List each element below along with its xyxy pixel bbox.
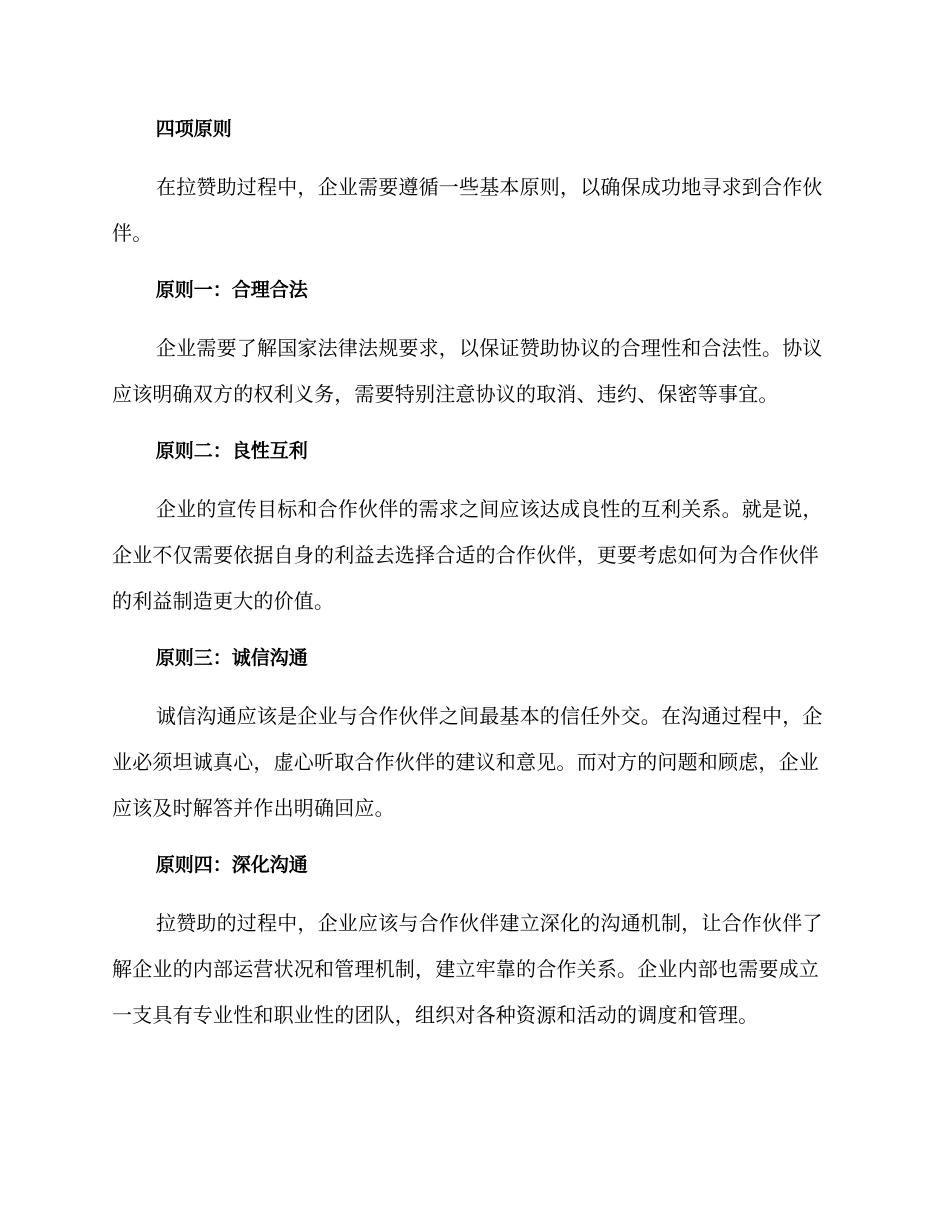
- section-heading-1: 原则一：合理合法: [155, 279, 308, 301]
- section-heading-3: 原则三：诚信沟通: [155, 647, 308, 669]
- section-heading-4: 原则四：深化沟通: [155, 854, 308, 876]
- section-body-4: 拉赞助的过程中，企业应该与合作伙伴建立深化的沟通机制，让合作伙伴了解企业的内部运营状况和管理机制，建立牢靠的合作关系。企业内部也需要成立一支具有专业性和职业性的团队，组织对各种资源和活动的调度和管理。: [112, 911, 823, 1027]
- section-heading-2: 原则二：良性互利: [155, 440, 308, 462]
- intro-paragraph: 在拉赞助过程中，企业需要遵循一些基本原则，以确保成功地寻求到合作伙伴。: [112, 175, 823, 245]
- section-body-2: 企业的宣传目标和合作伙伴的需求之间应该达成良性的互利关系。就是说，企业不仅需要依据自身的利益去选择合适的合作伙伴，更要考虑如何为合作伙伴的利益制造更大的价值。: [112, 497, 823, 613]
- document-title: 四项原则: [155, 118, 232, 140]
- document-content: [112, 106, 830, 1049]
- section-body-3: 诚信沟通应该是企业与合作伙伴之间最基本的信任外交。在沟通过程中，企业必须坦诚真心，虚心听取合作伙伴的建议和意见。而对方的问题和顾虑，企业应该及时解答并作出明确回应。: [112, 704, 823, 820]
- section-body-1: 企业需要了解国家法律法规要求，以保证赞助协议的合理性和合法性。协议应该明确双方的权利义务，需要特别注意协议的取消、违约、保密等事宜。: [112, 336, 823, 406]
